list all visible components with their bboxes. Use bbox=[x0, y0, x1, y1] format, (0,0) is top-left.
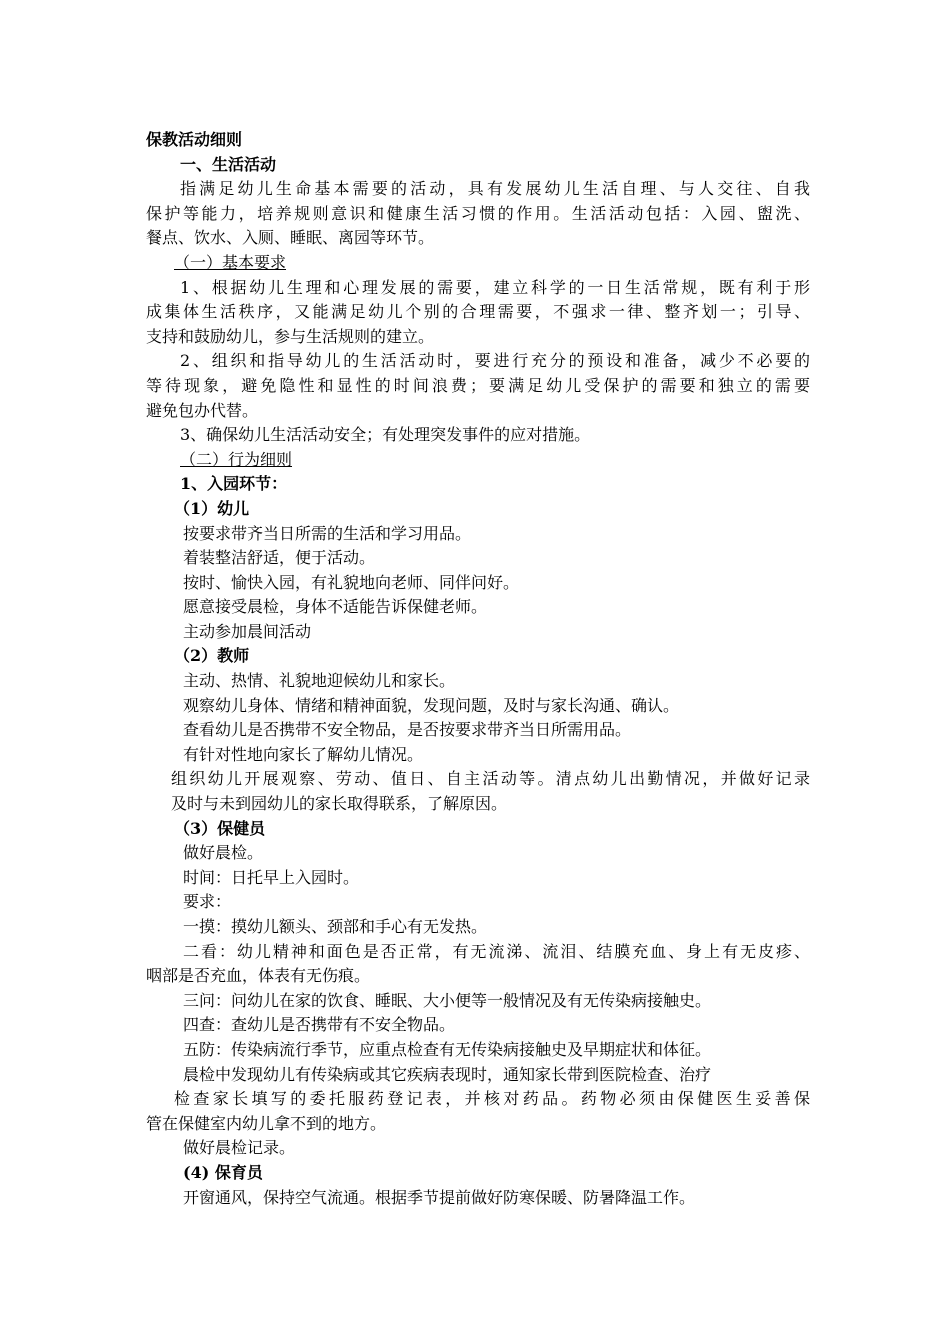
role-heading-teacher: （2）教师 bbox=[174, 646, 250, 666]
paragraph-line: 避免包办代替。 bbox=[146, 400, 259, 420]
role-heading-health-worker: （3）保健员 bbox=[174, 818, 266, 838]
list-item: 晨检中发现幼儿有传染病或其它疾病表现时，通知家长带到医院检查、治疗 bbox=[183, 1064, 712, 1084]
role-heading-child: （1）幼儿 bbox=[174, 498, 250, 518]
underlined-heading-text: （一）基本要求 bbox=[174, 252, 287, 272]
paragraph-line: 2、组织和指导幼儿的生活活动时，要进行充分的预设和准备，减少不必要的 bbox=[180, 351, 810, 371]
paragraph-line: 等待现象，避免隐性和显性的时间浪费；要满足幼儿受保护的需要和独立的需要 bbox=[146, 375, 810, 395]
underlined-heading-text: （二）行为细则 bbox=[180, 449, 293, 469]
list-item: 一摸：摸幼儿额头、颈部和手心有无发热。 bbox=[183, 917, 488, 936]
list-item: 按要求带齐当日所需的生活和学习用品。 bbox=[183, 523, 472, 543]
list-item: 查看幼儿是否携带不安全物品，是否按要求带齐当日所需用品。 bbox=[183, 720, 632, 740]
list-item: 三问：问幼儿在家的饮食、睡眠、大小便等一般情况及有无传染病接触史。 bbox=[183, 990, 712, 1010]
list-item: 四查：查幼儿是否携带有不安全物品。 bbox=[183, 1015, 456, 1035]
paragraph-line: 及时与未到园幼儿的家长取得联系，了解原因。 bbox=[171, 794, 508, 814]
list-item: 主动、热情、礼貌地迎候幼儿和家长。 bbox=[183, 671, 456, 691]
list-item: 五防：传染病流行季节，应重点检查有无传染病接触史及早期症状和体征。 bbox=[183, 1039, 712, 1059]
paragraph-line: 管在保健室内幼儿拿不到的地方。 bbox=[146, 1113, 387, 1133]
document-title: 保教活动细则 bbox=[146, 130, 243, 149]
list-item: 主动参加晨间活动 bbox=[183, 621, 312, 641]
subsection-heading-basic-requirements bbox=[146, 251, 810, 276]
list-item: 有针对性地向家长了解幼儿情况。 bbox=[183, 744, 424, 764]
paragraph-line: 1、根据幼儿生理和心理发展的需要，建立科学的一日生活常规，既有利于形 bbox=[180, 277, 810, 297]
subsection-heading-behavior-rules bbox=[146, 448, 810, 473]
step-heading-arrival: 1、入园环节： bbox=[180, 474, 288, 494]
list-item: 做好晨检。 bbox=[183, 843, 264, 863]
paragraph-line: 成集体生活秩序，又能满足幼儿个别的合理需要，不强求一律、整齐划一；引导、 bbox=[146, 302, 810, 322]
document-body bbox=[146, 128, 810, 1210]
paragraph-line: 指满足幼儿生命基本需要的活动，具有发展幼儿生活自理、与人交往、自我 bbox=[180, 179, 810, 199]
section-heading-life-activities: 一、生活活动 bbox=[180, 154, 277, 174]
list-item: 开窗通风，保持空气流通。根据季节提前做好防寒保暖、防暑降温工作。 bbox=[183, 1187, 696, 1207]
list-item: 观察幼儿身体、情绪和精神面貌，发现问题，及时与家长沟通、确认。 bbox=[183, 695, 680, 715]
list-item: 要求： bbox=[183, 892, 232, 912]
paragraph-line: 保护等能力，培养规则意识和健康生活习惯的作用。生活活动包括：入园、盥洗、 bbox=[146, 203, 810, 223]
paragraph-line: 检查家长填写的委托服药登记表，并核对药品。药物必须由保健医生妥善保 bbox=[174, 1089, 810, 1109]
list-item: 愿意接受晨检，身体不适能告诉保健老师。 bbox=[183, 597, 488, 617]
paragraph-line: 支持和鼓励幼儿，参与生活规则的建立。 bbox=[146, 326, 435, 346]
list-item: 做好晨检记录。 bbox=[183, 1138, 296, 1158]
paragraph-line: 咽部是否充血，体表有无伤痕。 bbox=[146, 966, 371, 986]
paragraph-line: 3、确保幼儿生活活动安全；有处理突发事件的应对措施。 bbox=[180, 425, 591, 445]
list-item: 按时、愉快入园，有礼貌地向老师、同伴问好。 bbox=[183, 572, 520, 592]
list-item: 时间：日托早上入园时。 bbox=[183, 867, 360, 887]
list-item: 着装整洁舒适，便于活动。 bbox=[183, 548, 376, 568]
paragraph-line: 二看：幼儿精神和面色是否正常，有无流涕、流泪、结膜充血、身上有无皮疹、 bbox=[183, 941, 810, 961]
role-heading-nurse: (4) 保育员 bbox=[183, 1162, 263, 1182]
paragraph-line: 餐点、饮水、入厕、睡眠、离园等环节。 bbox=[146, 228, 435, 248]
paragraph-line: 组织幼儿开展观察、劳动、值日、自主活动等。清点幼儿出勤情况，并做好记录 bbox=[171, 769, 810, 789]
